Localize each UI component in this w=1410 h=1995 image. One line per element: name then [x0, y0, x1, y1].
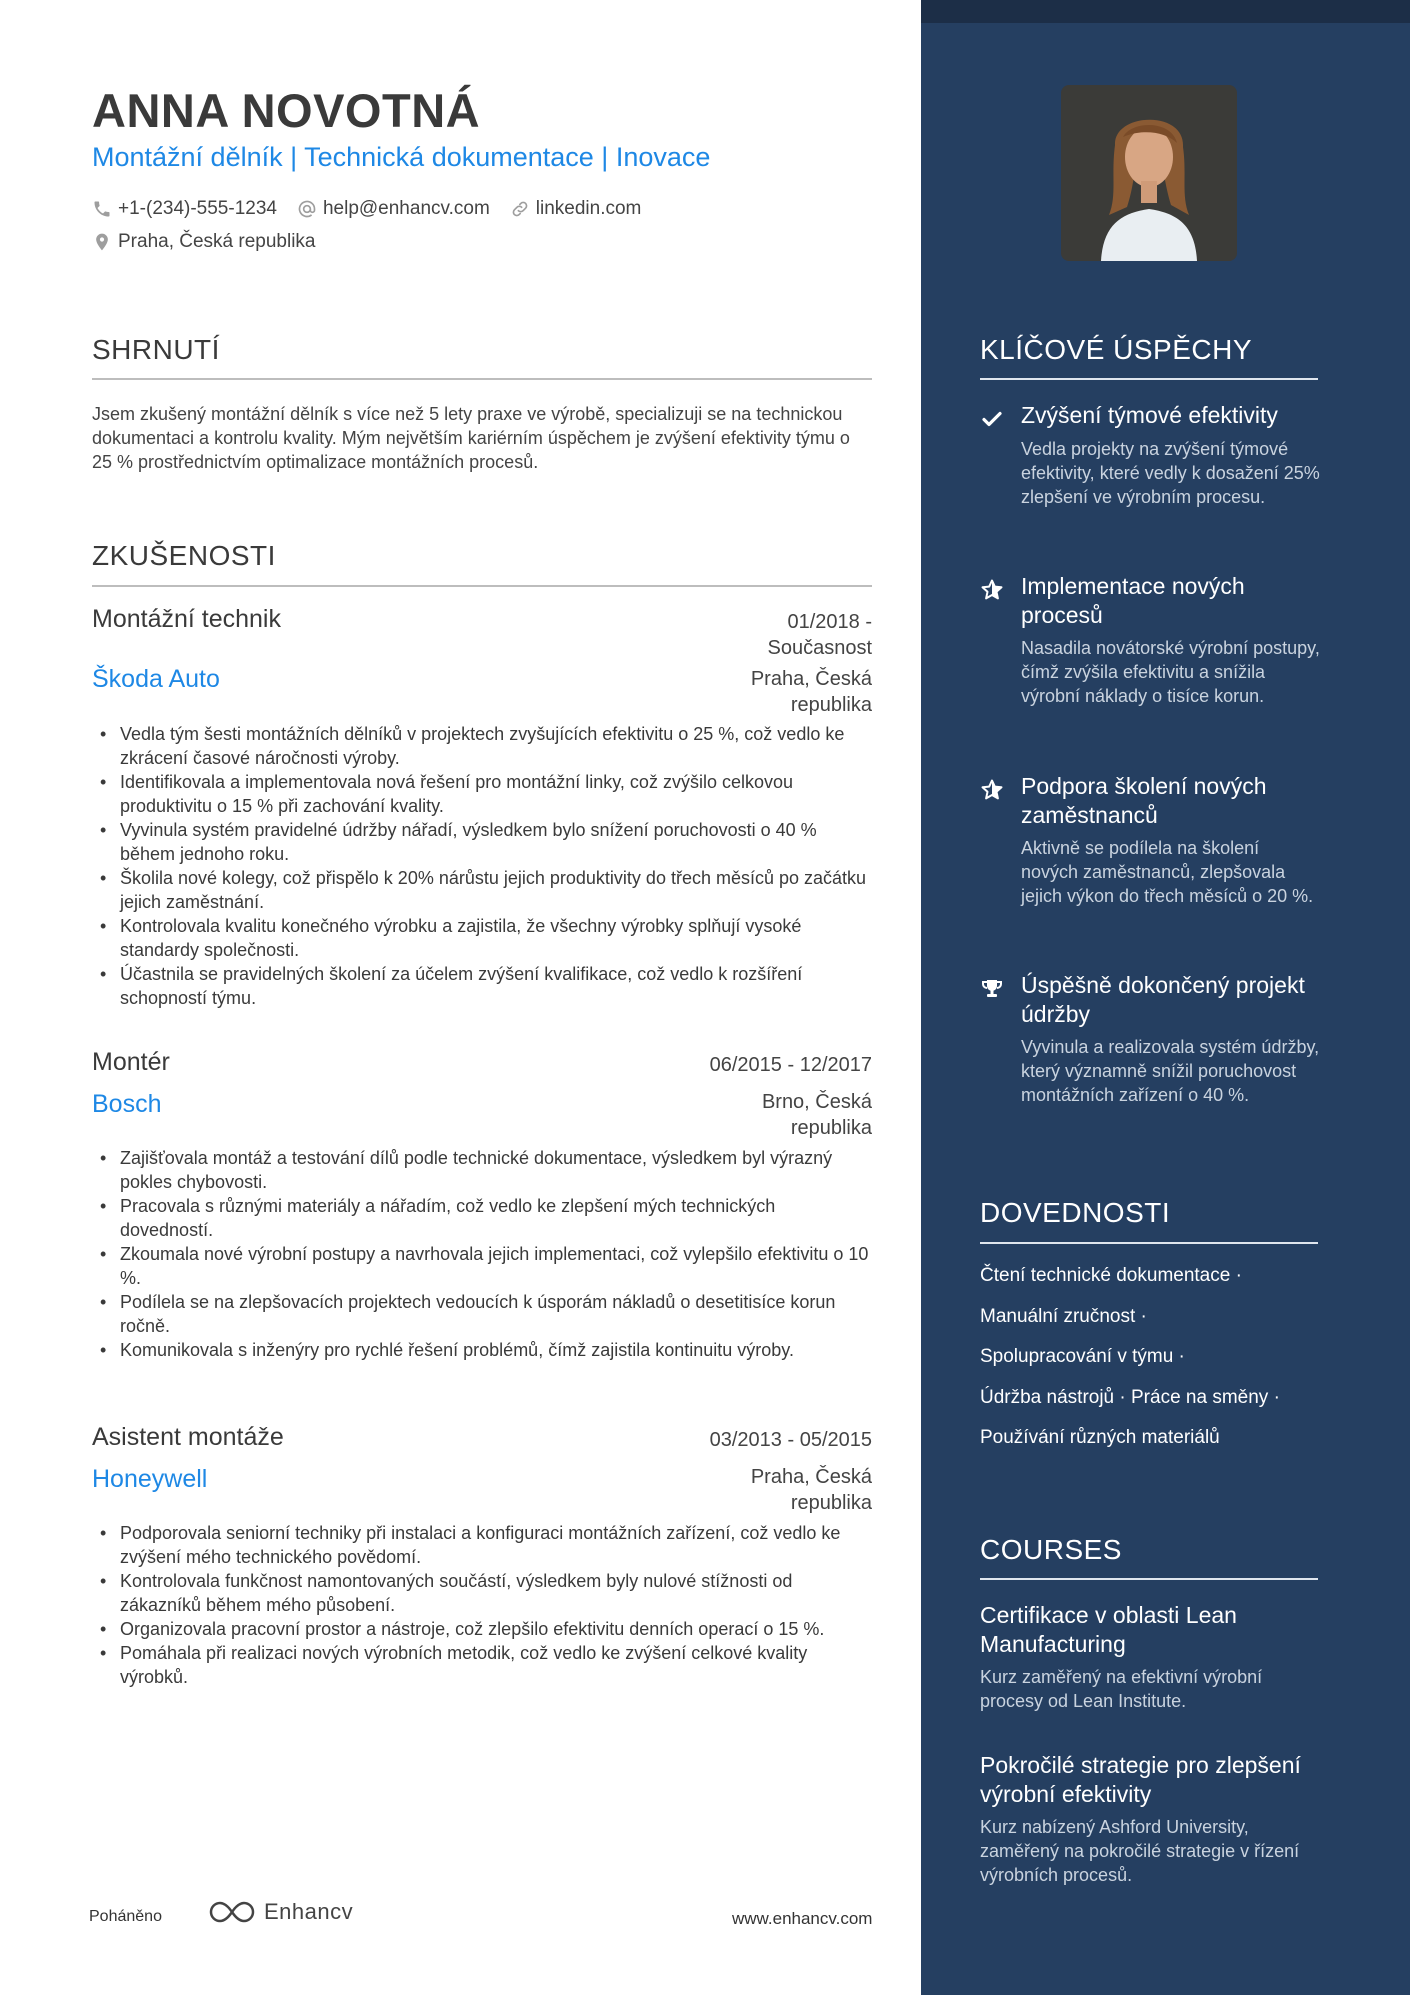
course-item — [980, 1601, 1320, 1713]
job-date: 01/2018 - Současnost — [767, 611, 872, 659]
achievement-desc: Vedla projekty na zvýšení týmové efektivity, které vedly k dosažení 25% zlepšení ve výrobním procesu. — [1021, 439, 1320, 507]
achievement-title: Úspěšně dokončený projekt údržby — [1021, 972, 1305, 1027]
job-company: Honeywell — [92, 1465, 208, 1493]
link-icon — [510, 199, 530, 219]
skills-divider — [980, 1242, 1318, 1244]
job-title: Montér — [92, 1048, 170, 1076]
achievement-title: Implementace nových procesů — [1021, 573, 1245, 628]
skill-row: Čtení technické dokumentace · — [980, 1265, 1242, 1286]
headline: Montážní dělník | Technická dokumentace | Inovace — [92, 142, 711, 172]
job-bullet: • Účastnila se pravidelných školení za účelem zvýšení kvalifikace, což vedlo k rozšíření schopností týmu. — [92, 962, 872, 1010]
achievements-title: KLÍČOVÉ ÚSPĚCHY — [980, 334, 1253, 365]
achievement-title: Podpora školení nových zaměstnanců — [1021, 773, 1267, 828]
job-company: Škoda Auto — [92, 665, 220, 693]
job-company: Bosch — [92, 1090, 162, 1118]
experience-divider — [92, 585, 872, 587]
contact-info — [92, 196, 661, 262]
job-bullets — [92, 1146, 872, 1362]
achievement-desc: Vyvinula a realizovala systém údržby, který významně snížil poruchovost montážních zařízení o 40 %. — [1021, 1037, 1320, 1105]
skill-row: Používání různých materiálů — [980, 1427, 1220, 1448]
location-pin-icon — [92, 232, 112, 252]
job-bullet: • Identifikovala a implementovala nová řešení pro montážní linky, což zvýšilo celkovou produktivitu o 15 % při zachování kvality. — [92, 770, 872, 818]
job-location: Praha, Česká republika — [750, 1466, 872, 1514]
location-text: Praha, Česká republika — [118, 231, 316, 252]
job-location: Brno, Česká republika — [761, 1091, 872, 1139]
job-bullet: • Zajišťovala montáž a testování dílů podle technické dokumentace, výsledkem byl výrazný pokles chybovosti. — [92, 1146, 872, 1194]
skills-list — [980, 1263, 1320, 1466]
experience-title: ZKUŠENOSTI — [92, 540, 276, 571]
star-icon — [980, 778, 1004, 802]
enhancv-brand: Enhancv — [264, 1899, 354, 1924]
at-icon — [297, 199, 317, 219]
job-bullet: • Komunikovala s inženýry pro rychlé řešení problémů, čímž zajistila kontinuitu výroby. — [92, 1338, 872, 1362]
sidebar-top-band — [921, 0, 1410, 23]
location-contact — [92, 231, 316, 253]
trophy-icon — [980, 977, 1004, 1001]
job-bullet: • Kontrolovala kvalitu konečného výrobku a zajistila, že všechny výrobky splňují vysoké standardy společnosti. — [92, 914, 872, 962]
job-bullet: • Pomáhala při realizaci nových výrobních metodik, což vedlo ke zvýšení celkové kvality výrobků. — [92, 1641, 872, 1689]
job-bullet: • Vyvinula systém pravidelné údržby nářadí, výsledkem bylo snížení poruchovosti o 40 % během jednoho roku. — [92, 818, 872, 866]
summary-text: Jsem zkušený montážní dělník s více než 5 lety praxe ve výrobě, specializuji se na technickou dokumentaci a kontrolu kvality. Mým největším kariérním úspěchem je zvýšení efektivity týmu o 25 % prostřednictvím optimalizace montážních procesů. — [92, 404, 850, 472]
achievement-title: Zvýšení týmové efektivity — [1021, 402, 1278, 428]
achievements-divider — [980, 378, 1318, 380]
course-item — [980, 1751, 1320, 1887]
star-icon — [980, 578, 1004, 602]
job-title: Montážní technik — [92, 605, 281, 633]
email-contact[interactable] — [297, 198, 490, 220]
footer-url[interactable]: www.enhancv.com — [732, 1909, 873, 1928]
job-bullet: • Podporovala seniorní techniky při instalaci a konfiguraci montážních zařízení, což vedlo ke zvýšení mého technického povědomí. — [92, 1521, 872, 1569]
linkedin-contact[interactable] — [510, 198, 642, 220]
job-bullets — [92, 1521, 872, 1689]
job-bullets — [92, 722, 872, 1010]
enhancv-logo[interactable] — [208, 1898, 353, 1926]
job-date: 06/2015 - 12/2017 — [709, 1054, 872, 1076]
job-bullet: • Vedla tým šesti montážních dělníků v projektech zvyšujících efektivitu o 25 %, což vedlo ke zkrácení časové náročnosti výroby. — [92, 722, 872, 770]
job-title: Asistent montáže — [92, 1423, 284, 1451]
job-bullet: • Kontrolovala funkčnost namontovaných součástí, výsledkem byly nulové stížnosti od zákazníků během mého působení. — [92, 1569, 872, 1617]
courses-title: COURSES — [980, 1534, 1122, 1565]
skill-row: Manuální zručnost · — [980, 1305, 1147, 1327]
job-date: 03/2013 - 05/2015 — [709, 1429, 872, 1451]
check-icon — [980, 407, 1004, 431]
courses-divider — [980, 1578, 1318, 1580]
course-desc: Kurz nabízený Ashford University, zaměřený na pokročilé strategie v řízení výrobních procesů. — [980, 1817, 1300, 1885]
phone-text: +1-(234)-555-1234 — [118, 198, 277, 219]
email-text: help@enhancv.com — [322, 198, 490, 219]
phone-icon — [92, 199, 112, 219]
achievement-desc: Aktivně se podílela na školení nových zaměstnanců, zlepšovala jejich výkon do třech měsíců o 20 %. — [1021, 838, 1314, 906]
portrait-image — [1061, 85, 1237, 261]
phone-contact[interactable] — [92, 198, 277, 220]
job-bullet: • Podílela se na zlepšovacích projektech vedoucích k úsporám nákladů o desetitisíce korun ročně. — [92, 1290, 872, 1338]
job-bullet: • Školila nové kolegy, což přispělo k 20% nárůstu jejich produktivity do třech měsíců po začátku jejich zaměstnání. — [92, 866, 872, 914]
course-title: Certifikace v oblasti Lean Manufacturing — [980, 1602, 1237, 1657]
skills-title: DOVEDNOSTI — [980, 1197, 1171, 1228]
course-title: Pokročilé strategie pro zlepšení výrobní efektivity — [980, 1752, 1301, 1807]
sidebar — [921, 0, 1410, 1995]
achievement-desc: Nasadila novátorské výrobní postupy, čímž zvýšila efektivitu a snížila výrobní náklady o tisíce korun. — [1021, 638, 1320, 706]
skill-row: Spolupracování v týmu · — [980, 1346, 1185, 1367]
linkedin-text: linkedin.com — [535, 198, 642, 219]
summary-title: SHRNUTÍ — [92, 334, 220, 365]
course-desc: Kurz zaměřený na efektivní výrobní procesy od Lean Institute. — [980, 1667, 1263, 1711]
summary-divider — [92, 378, 872, 380]
infinity-logo-icon — [208, 1898, 256, 1926]
skill-row: Údržba nástrojů · Práce na směny · — [980, 1386, 1280, 1408]
job-bullet: • Pracovala s různými materiály a nářadím, což vedlo ke zlepšení mých technických dovedností. — [92, 1194, 872, 1242]
candidate-name: ANNA NOVOTNÁ — [92, 84, 481, 137]
profile-photo — [1061, 85, 1237, 261]
job-bullet: • Zkoumala nové výrobní postupy a navrhovala jejich implementaci, což vylepšilo efektivitu o 10 %. — [92, 1242, 872, 1290]
powered-by-label: Poháněno — [89, 1908, 162, 1925]
job-bullet: • Organizovala pracovní prostor a nástroje, což zlepšilo efektivitu denních operací o 15 %. — [92, 1617, 872, 1641]
job-location: Praha, Česká republika — [750, 668, 872, 716]
